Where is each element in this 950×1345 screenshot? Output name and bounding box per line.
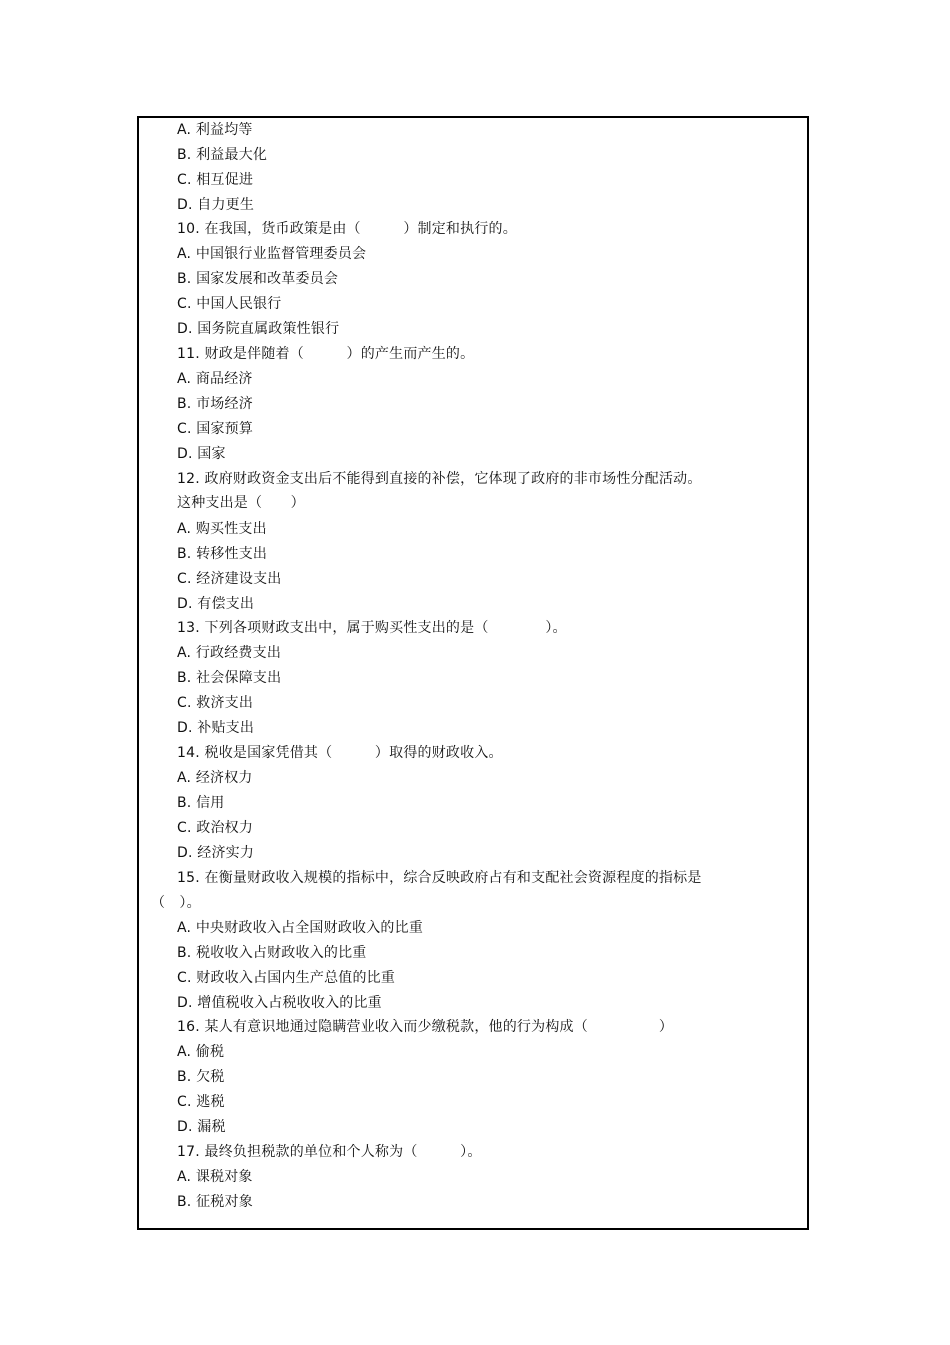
text-line: C. 财政收入占国内生产总值的比重: [177, 970, 396, 986]
text-line: B. 信用: [177, 795, 225, 811]
text-line: 这种支出是（ ）: [177, 495, 305, 511]
text-line: B. 国家发展和改革委员会: [177, 271, 339, 287]
text-line: B. 转移性支出: [177, 546, 268, 562]
text-line: A. 偷税: [177, 1044, 225, 1060]
text-line: D. 有偿支出: [177, 596, 255, 612]
text-line: 14. 税收是国家凭借其（ ）取得的财政收入。: [177, 745, 503, 761]
text-line: C. 救济支出: [177, 695, 254, 711]
text-line: D. 漏税: [177, 1119, 226, 1135]
text-line: C. 中国人民银行: [177, 296, 282, 312]
text-line: 17. 最终负担税款的单位和个人称为（ ）。: [177, 1144, 482, 1160]
text-line: C. 经济建设支出: [177, 571, 282, 587]
text-line: 15. 在衡量财政收入规模的指标中，综合反映政府占有和支配社会资源程度的指标是: [177, 870, 702, 886]
text-line: B. 社会保障支出: [177, 670, 282, 686]
text-line: 11. 财政是伴随着（ ）的产生而产生的。: [177, 346, 475, 362]
text-line: （ ）。: [151, 895, 201, 911]
text-line: B. 税收收入占财政收入的比重: [177, 945, 367, 961]
text-line: A. 商品经济: [177, 371, 253, 387]
text-line: B. 利益最大化: [177, 147, 268, 163]
text-line: A. 行政经费支出: [177, 645, 282, 661]
text-line: 13. 下列各项财政支出中，属于购买性支出的是（ ）。: [177, 620, 567, 636]
text-line: D. 补贴支出: [177, 720, 255, 736]
text-line: B. 市场经济: [177, 396, 253, 412]
text-line: 10. 在我国，货币政策是由（ ）制定和执行的。: [177, 221, 517, 237]
text-line: A. 中央财政收入占全国财政收入的比重: [177, 920, 424, 936]
text-line: C. 政治权力: [177, 820, 254, 836]
text-line: C. 国家预算: [177, 421, 254, 437]
text-line: D. 经济实力: [177, 845, 255, 861]
text-line: A. 课税对象: [177, 1169, 253, 1185]
text-line: C. 相互促进: [177, 172, 254, 188]
text-line: A. 经济权力: [177, 770, 253, 786]
document-frame: [137, 116, 809, 1230]
text-line: D. 国家: [177, 446, 226, 462]
text-line: C. 逃税: [177, 1094, 225, 1110]
text-line: A. 中国银行业监督管理委员会: [177, 246, 367, 262]
text-line: A. 购买性支出: [177, 521, 267, 537]
text-line: D. 增值税收入占税收收入的比重: [177, 995, 382, 1011]
text-line: B. 欠税: [177, 1069, 225, 1085]
text-line: B. 征税对象: [177, 1194, 253, 1210]
text-line: D. 自力更生: [177, 197, 255, 213]
text-line: D. 国务院直属政策性银行: [177, 321, 340, 337]
text-line: 16. 某人有意识地通过隐瞒营业收入而少缴税款，他的行为构成（ ）: [177, 1019, 674, 1035]
text-line: A. 利益均等: [177, 122, 253, 138]
text-line: 12. 政府财政资金支出后不能得到直接的补偿，它体现了政府的非市场性分配活动。: [177, 471, 702, 487]
